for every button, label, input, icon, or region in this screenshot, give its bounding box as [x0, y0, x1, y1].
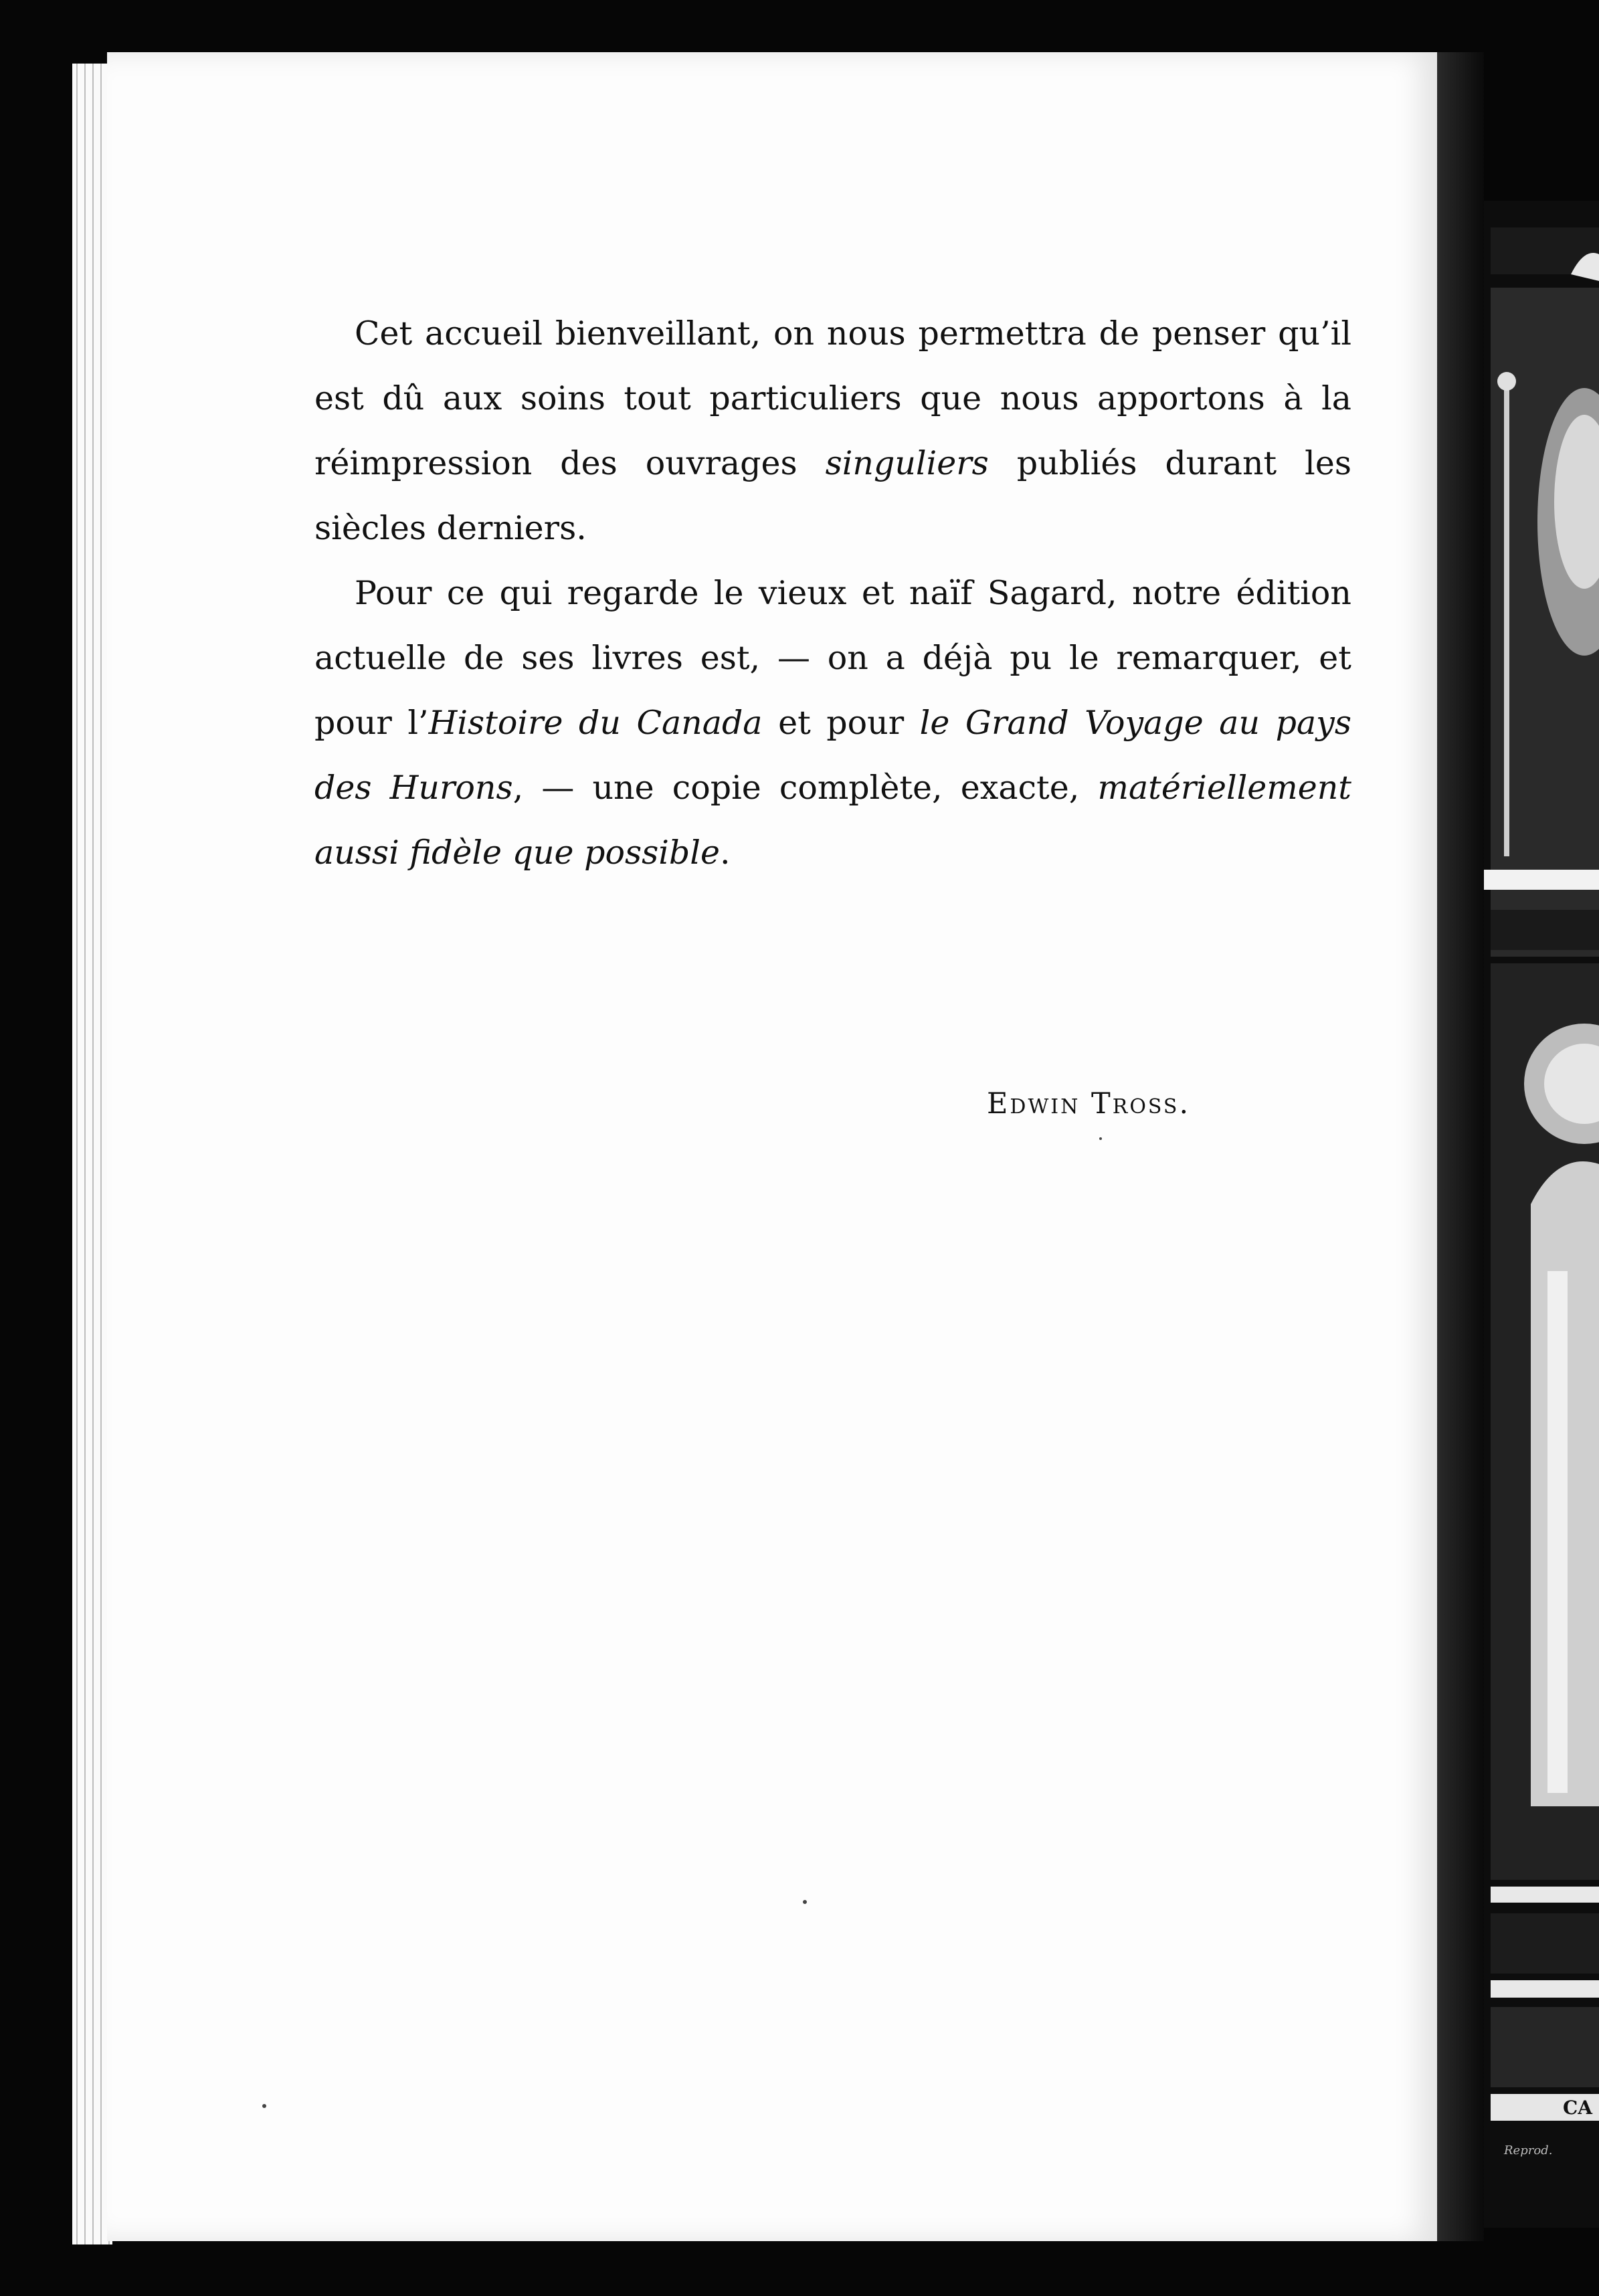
paragraph-2-italic-title-1: Histoire du Canada [428, 704, 763, 742]
paragraph-1 [314, 301, 1351, 561]
stacked-page-edges [72, 64, 112, 2244]
gutter-shadow [1437, 52, 1484, 2241]
engraving-illustration [1484, 201, 1599, 2228]
plate-footer-fragment: Reprod. [1504, 2143, 1553, 2158]
body-text [314, 301, 1351, 885]
paper-speck [803, 1900, 807, 1904]
signature: Edwin Tross. [987, 1087, 1191, 1121]
paragraph-1-text-a: Cet accueil bienveillant, on nous permettra de penser qu’il est dû aux soins tout particuliers que nous apportons à la réimpression des ouvrages [314, 314, 1351, 482]
paragraph-2-text-a: Pour ce qui regarde le vieux et naïf Sagard, notre édition actuelle de ses livres est, — on a déjà pu le remarquer, et pour l’ [314, 574, 1351, 742]
paper-speck [262, 2104, 266, 2108]
paper-speck [1099, 1137, 1102, 1140]
paragraph-2-italic-title-2: le Grand Voyage au pays des Hurons [314, 704, 1352, 807]
paragraph-2-text-d: . [719, 834, 731, 872]
paragraph-1-text-b: publiés durant les siècles derniers. [314, 444, 1351, 547]
paragraph-2-italic-phrase: matériellement aussi fidèle que possible [314, 769, 1351, 872]
plate-caption-fragment: CA [1563, 2097, 1593, 2119]
facing-engraving-plate [1484, 201, 1599, 2228]
paragraph-2-text-c: , — une copie complète, exacte, [512, 769, 1098, 807]
paragraph-1-italic: singuliers [825, 444, 989, 482]
paragraph-2 [314, 561, 1351, 885]
paragraph-2-text-b: et pour [762, 704, 920, 742]
